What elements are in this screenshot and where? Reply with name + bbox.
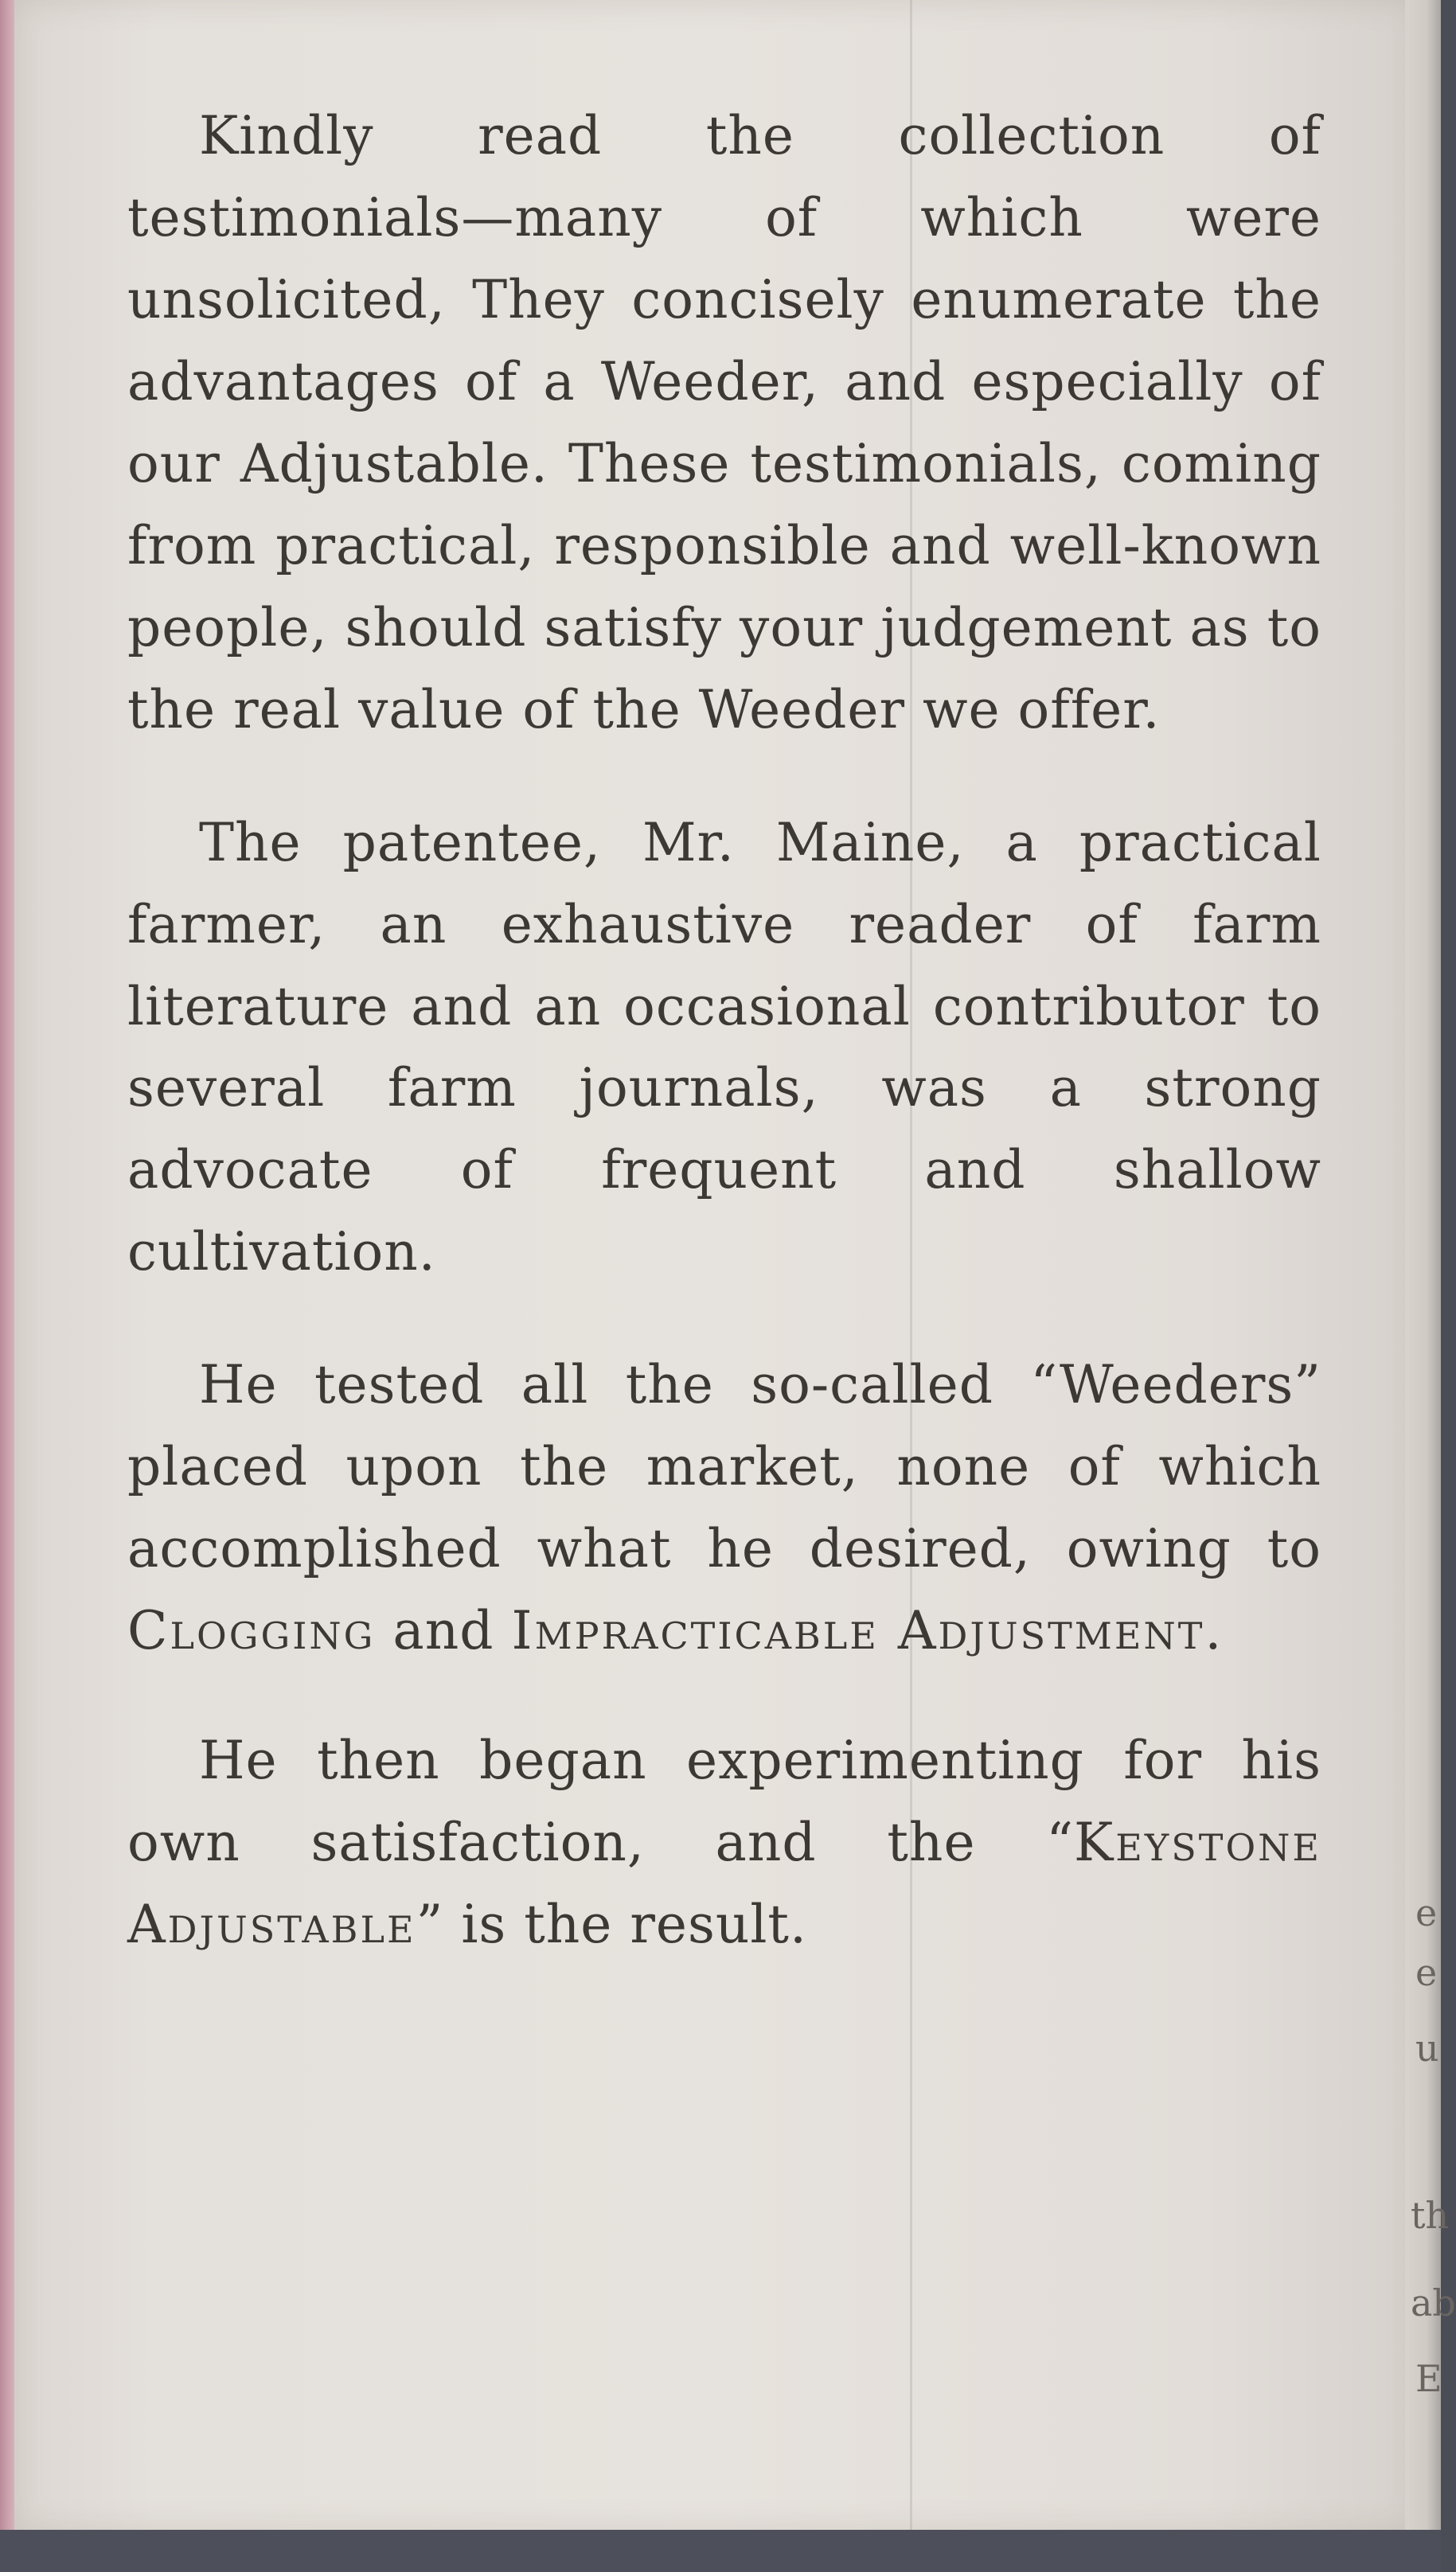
bleed-through-letter: ab (1411, 2281, 1456, 2324)
bleed-through-letter: u (1415, 2027, 1439, 2070)
paragraph-keystone-result (127, 1720, 1321, 1966)
paragraph-testimonials (127, 96, 1321, 751)
bleed-through-letter: th (1411, 2194, 1450, 2237)
text-segment: Kindly read the collection of testimonials—many of which were unsolicited, They concisely enumerate the advantages of a Weeder, and especially of our Adjustable. These testimonials, coming from practical, responsible and well-known people, should satisfy your judgement as to the real value of the Weeder we offer. (127, 105, 1321, 740)
background-surface (0, 2530, 1441, 2572)
text-segment: . (1204, 1600, 1223, 1662)
bleed-through-letter: e (1415, 1891, 1438, 1934)
bleed-through-letter: e (1415, 1951, 1438, 1994)
text-segment: and (375, 1600, 512, 1662)
small-caps-text: Keystone Adjustable (127, 1812, 1321, 1956)
body-text (127, 96, 1321, 2017)
text-segment: The patentee, Mr. Maine, a practical farmer, an exhaustive reader of farm literature and an occasional contributor to several farm journals, was a strong advocate of frequent and shallow cultivation. (127, 811, 1321, 1283)
adjacent-page-edge (1405, 0, 1441, 2572)
text-segment: He then began experimenting for his own satisfaction, and the “ (127, 1730, 1321, 1874)
text-segment: He tested all the so-called “Weeders” placed upon the market, none of which accomplished what he desired, owing to (127, 1354, 1321, 1580)
small-caps-text: Impracticable Adjustment (511, 1600, 1205, 1662)
paragraph-patentee (127, 802, 1321, 1294)
small-caps-text: Clogging (127, 1600, 376, 1662)
text-segment: ” is the result. (416, 1894, 807, 1956)
paragraph-weeders-tested (127, 1345, 1321, 1672)
bleed-through-letter: E (1415, 2357, 1442, 2400)
